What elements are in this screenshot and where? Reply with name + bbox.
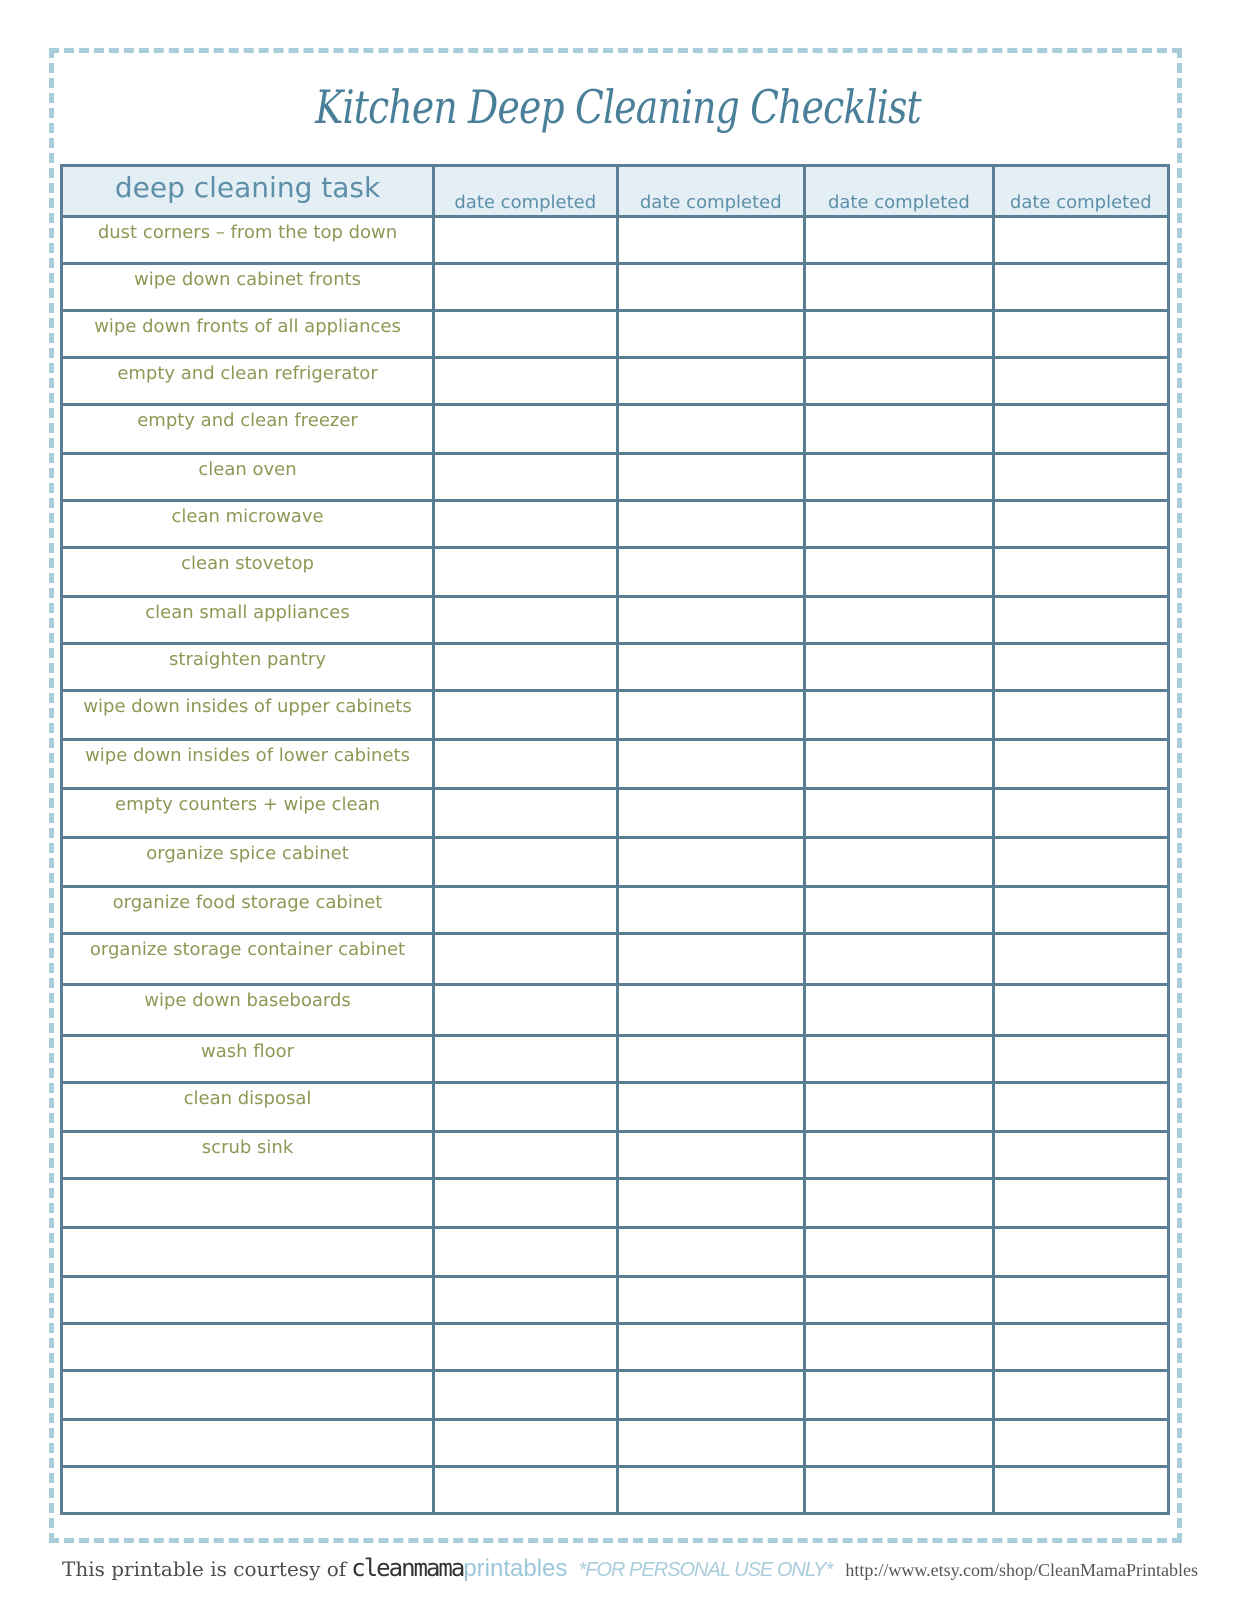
date-completed-cell[interactable] bbox=[993, 217, 1168, 264]
date-completed-cell[interactable] bbox=[805, 1132, 994, 1179]
date-completed-cell[interactable] bbox=[617, 838, 805, 887]
date-completed-cell[interactable] bbox=[993, 789, 1168, 838]
date-completed-cell[interactable] bbox=[993, 985, 1168, 1036]
date-completed-cell[interactable] bbox=[617, 217, 805, 264]
date-completed-cell[interactable] bbox=[434, 985, 617, 1036]
task-row bbox=[62, 1324, 1169, 1371]
task-label: organize food storage cabinet bbox=[62, 887, 434, 934]
date-column-header: date completed bbox=[805, 166, 994, 217]
date-completed-cell[interactable] bbox=[434, 264, 617, 311]
date-completed-cell[interactable] bbox=[805, 1083, 994, 1132]
date-completed-cell[interactable] bbox=[434, 934, 617, 985]
task-label: scrub sink bbox=[62, 1132, 434, 1179]
date-completed-cell[interactable] bbox=[805, 1371, 994, 1420]
date-completed-cell[interactable] bbox=[617, 1277, 805, 1324]
date-completed-cell[interactable] bbox=[434, 887, 617, 934]
date-completed-cell[interactable] bbox=[805, 934, 994, 985]
date-completed-cell[interactable] bbox=[993, 1467, 1168, 1514]
date-completed-cell[interactable] bbox=[617, 454, 805, 501]
task-label bbox=[62, 1228, 434, 1277]
date-completed-cell[interactable] bbox=[617, 311, 805, 358]
courtesy-text: This printable is courtesy of bbox=[62, 1557, 347, 1581]
date-completed-cell[interactable] bbox=[434, 1179, 617, 1228]
task-label: straighten pantry bbox=[62, 644, 434, 691]
task-label: wipe down insides of upper cabinets bbox=[62, 691, 434, 740]
checklist-table bbox=[60, 164, 1170, 1515]
date-completed-cell[interactable] bbox=[434, 1420, 617, 1467]
date-completed-cell[interactable] bbox=[993, 1083, 1168, 1132]
date-completed-cell[interactable] bbox=[805, 358, 994, 405]
date-completed-cell[interactable] bbox=[617, 501, 805, 548]
task-label: empty and clean refrigerator bbox=[62, 358, 434, 405]
task-label: organize storage container cabinet bbox=[62, 934, 434, 985]
task-row bbox=[62, 789, 1169, 838]
date-completed-cell[interactable] bbox=[434, 501, 617, 548]
date-completed-cell[interactable] bbox=[993, 1277, 1168, 1324]
date-completed-cell[interactable] bbox=[805, 405, 994, 454]
date-completed-cell[interactable] bbox=[617, 1324, 805, 1371]
date-completed-cell[interactable] bbox=[617, 1371, 805, 1420]
date-completed-cell[interactable] bbox=[617, 887, 805, 934]
task-row bbox=[62, 985, 1169, 1036]
task-row bbox=[62, 887, 1169, 934]
task-row bbox=[62, 1179, 1169, 1228]
task-label: wipe down cabinet fronts bbox=[62, 264, 434, 311]
date-completed-cell[interactable] bbox=[993, 1132, 1168, 1179]
task-label: empty counters + wipe clean bbox=[62, 789, 434, 838]
date-completed-cell[interactable] bbox=[805, 1324, 994, 1371]
task-label: clean disposal bbox=[62, 1083, 434, 1132]
date-column-header: date completed bbox=[993, 166, 1168, 217]
task-row bbox=[62, 1036, 1169, 1083]
date-completed-cell[interactable] bbox=[805, 597, 994, 644]
task-label: empty and clean freezer bbox=[62, 405, 434, 454]
date-completed-cell[interactable] bbox=[434, 1324, 617, 1371]
date-completed-cell[interactable] bbox=[993, 597, 1168, 644]
task-label: clean small appliances bbox=[62, 597, 434, 644]
date-completed-cell[interactable] bbox=[805, 1420, 994, 1467]
shop-url-link[interactable]: http://www.etsy.com/shop/CleanMamaPrintables bbox=[845, 1560, 1198, 1580]
date-completed-cell[interactable] bbox=[617, 691, 805, 740]
date-completed-cell[interactable] bbox=[617, 548, 805, 597]
task-label: dust corners – from the top down bbox=[62, 217, 434, 264]
task-row bbox=[62, 1083, 1169, 1132]
date-completed-cell[interactable] bbox=[617, 1179, 805, 1228]
task-row bbox=[62, 838, 1169, 887]
task-row bbox=[62, 454, 1169, 501]
task-label: clean oven bbox=[62, 454, 434, 501]
footer bbox=[62, 1556, 1232, 1581]
date-completed-cell[interactable] bbox=[805, 217, 994, 264]
task-row bbox=[62, 1467, 1169, 1514]
date-completed-cell[interactable] bbox=[993, 405, 1168, 454]
date-completed-cell[interactable] bbox=[805, 838, 994, 887]
task-label: clean stovetop bbox=[62, 548, 434, 597]
date-completed-cell[interactable] bbox=[434, 1228, 617, 1277]
date-completed-cell[interactable] bbox=[993, 501, 1168, 548]
date-completed-cell[interactable] bbox=[617, 405, 805, 454]
task-label: organize spice cabinet bbox=[62, 838, 434, 887]
date-completed-cell[interactable] bbox=[805, 454, 994, 501]
date-completed-cell[interactable] bbox=[993, 887, 1168, 934]
date-completed-cell[interactable] bbox=[617, 1228, 805, 1277]
date-completed-cell[interactable] bbox=[805, 1467, 994, 1514]
task-row bbox=[62, 264, 1169, 311]
date-completed-cell[interactable] bbox=[434, 1277, 617, 1324]
task-row bbox=[62, 740, 1169, 789]
date-completed-cell[interactable] bbox=[993, 264, 1168, 311]
task-row bbox=[62, 597, 1169, 644]
date-completed-cell[interactable] bbox=[617, 358, 805, 405]
task-row bbox=[62, 1228, 1169, 1277]
task-label: clean microwave bbox=[62, 501, 434, 548]
date-completed-cell[interactable] bbox=[805, 644, 994, 691]
date-completed-cell[interactable] bbox=[434, 1036, 617, 1083]
date-completed-cell[interactable] bbox=[434, 454, 617, 501]
date-completed-cell[interactable] bbox=[805, 548, 994, 597]
date-completed-cell[interactable] bbox=[434, 838, 617, 887]
date-completed-cell[interactable] bbox=[993, 644, 1168, 691]
task-label bbox=[62, 1179, 434, 1228]
date-completed-cell[interactable] bbox=[434, 405, 617, 454]
date-completed-cell[interactable] bbox=[805, 740, 994, 789]
task-row bbox=[62, 1277, 1169, 1324]
task-row bbox=[62, 501, 1169, 548]
task-row bbox=[62, 548, 1169, 597]
task-row bbox=[62, 1132, 1169, 1179]
date-completed-cell[interactable] bbox=[805, 985, 994, 1036]
date-completed-cell[interactable] bbox=[805, 1277, 994, 1324]
date-completed-cell[interactable] bbox=[434, 548, 617, 597]
date-completed-cell[interactable] bbox=[805, 1036, 994, 1083]
task-label bbox=[62, 1467, 434, 1514]
usage-notice: *FOR PERSONAL USE ONLY* bbox=[578, 1559, 833, 1581]
date-completed-cell[interactable] bbox=[617, 740, 805, 789]
task-label: wipe down insides of lower cabinets bbox=[62, 740, 434, 789]
date-completed-cell[interactable] bbox=[993, 934, 1168, 985]
date-completed-cell[interactable] bbox=[993, 1324, 1168, 1371]
date-completed-cell[interactable] bbox=[434, 1083, 617, 1132]
date-completed-cell[interactable] bbox=[993, 1179, 1168, 1228]
date-completed-cell[interactable] bbox=[805, 1179, 994, 1228]
date-completed-cell[interactable] bbox=[993, 1228, 1168, 1277]
date-completed-cell[interactable] bbox=[434, 311, 617, 358]
date-completed-cell[interactable] bbox=[617, 597, 805, 644]
date-completed-cell[interactable] bbox=[993, 740, 1168, 789]
page-title: Kitchen Deep Cleaning Checklist bbox=[315, 80, 921, 134]
task-label bbox=[62, 1324, 434, 1371]
header-row bbox=[62, 166, 1169, 217]
task-column-header: deep cleaning task bbox=[62, 166, 434, 217]
date-column-header: date completed bbox=[617, 166, 805, 217]
task-label: wash floor bbox=[62, 1036, 434, 1083]
date-completed-cell[interactable] bbox=[617, 1036, 805, 1083]
task-row bbox=[62, 358, 1169, 405]
date-completed-cell[interactable] bbox=[434, 740, 617, 789]
date-completed-cell[interactable] bbox=[805, 1228, 994, 1277]
date-completed-cell[interactable] bbox=[434, 217, 617, 264]
date-completed-cell[interactable] bbox=[993, 358, 1168, 405]
brand-logo-clean-mama: cleanmama bbox=[351, 1554, 464, 1582]
date-completed-cell[interactable] bbox=[993, 454, 1168, 501]
task-row bbox=[62, 217, 1169, 264]
date-completed-cell[interactable] bbox=[617, 644, 805, 691]
date-completed-cell[interactable] bbox=[434, 1371, 617, 1420]
task-row bbox=[62, 311, 1169, 358]
date-completed-cell[interactable] bbox=[617, 264, 805, 311]
date-column-header: date completed bbox=[434, 166, 617, 217]
date-completed-cell[interactable] bbox=[617, 789, 805, 838]
task-label bbox=[62, 1371, 434, 1420]
task-row bbox=[62, 405, 1169, 454]
date-completed-cell[interactable] bbox=[805, 789, 994, 838]
date-completed-cell[interactable] bbox=[805, 311, 994, 358]
task-row bbox=[62, 1371, 1169, 1420]
date-completed-cell[interactable] bbox=[993, 548, 1168, 597]
task-label bbox=[62, 1277, 434, 1324]
date-completed-cell[interactable] bbox=[617, 1467, 805, 1514]
date-completed-cell[interactable] bbox=[805, 887, 994, 934]
task-row bbox=[62, 934, 1169, 985]
brand-logo-printables: printables bbox=[463, 1555, 568, 1582]
task-row bbox=[62, 691, 1169, 740]
date-completed-cell[interactable] bbox=[805, 264, 994, 311]
date-completed-cell[interactable] bbox=[993, 691, 1168, 740]
date-completed-cell[interactable] bbox=[434, 644, 617, 691]
date-completed-cell[interactable] bbox=[617, 1083, 805, 1132]
date-completed-cell[interactable] bbox=[993, 1420, 1168, 1467]
task-row bbox=[62, 1420, 1169, 1467]
date-completed-cell[interactable] bbox=[434, 1132, 617, 1179]
date-completed-cell[interactable] bbox=[434, 358, 617, 405]
date-completed-cell[interactable] bbox=[617, 1132, 805, 1179]
date-completed-cell[interactable] bbox=[993, 1036, 1168, 1083]
date-completed-cell[interactable] bbox=[993, 311, 1168, 358]
date-completed-cell[interactable] bbox=[993, 838, 1168, 887]
task-label: wipe down baseboards bbox=[62, 985, 434, 1036]
date-completed-cell[interactable] bbox=[805, 691, 994, 740]
date-completed-cell[interactable] bbox=[617, 985, 805, 1036]
date-completed-cell[interactable] bbox=[434, 691, 617, 740]
task-label bbox=[62, 1420, 434, 1467]
date-completed-cell[interactable] bbox=[617, 934, 805, 985]
date-completed-cell[interactable] bbox=[617, 1420, 805, 1467]
task-label: wipe down fronts of all appliances bbox=[62, 311, 434, 358]
date-completed-cell[interactable] bbox=[434, 789, 617, 838]
date-completed-cell[interactable] bbox=[434, 1467, 617, 1514]
task-row bbox=[62, 644, 1169, 691]
date-completed-cell[interactable] bbox=[434, 597, 617, 644]
date-completed-cell[interactable] bbox=[805, 501, 994, 548]
date-completed-cell[interactable] bbox=[993, 1371, 1168, 1420]
